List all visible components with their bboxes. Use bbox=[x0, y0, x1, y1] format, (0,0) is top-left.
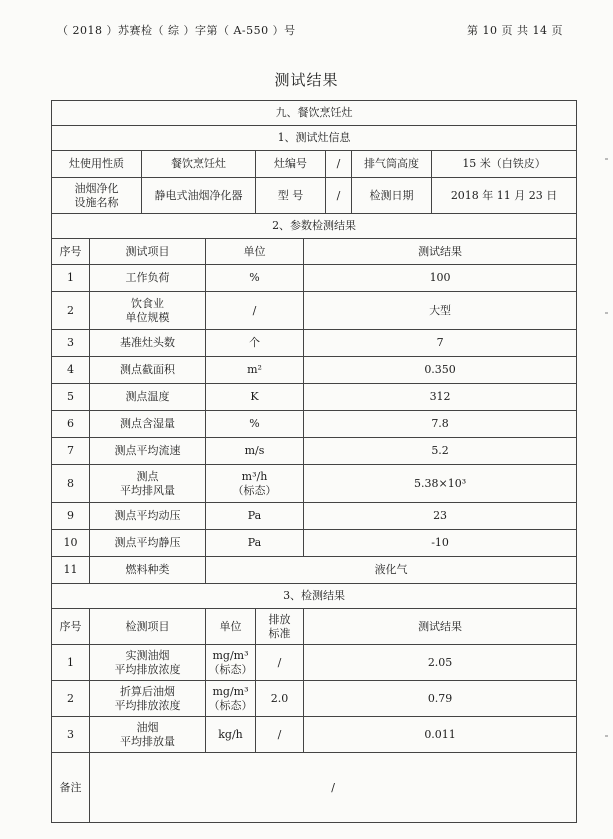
table-row bbox=[52, 438, 577, 465]
cell-result: 大型 bbox=[304, 292, 577, 330]
col-header-item: 测试项目 bbox=[90, 239, 206, 265]
emissions-header-row bbox=[52, 609, 577, 645]
cell-seq: 7 bbox=[52, 438, 90, 465]
cell-result: 液化气 bbox=[206, 557, 577, 584]
cell-seq: 3 bbox=[52, 717, 90, 753]
table-row bbox=[52, 645, 577, 681]
cell-unit: m/s bbox=[206, 438, 304, 465]
table-row bbox=[52, 717, 577, 753]
col-header-standard: 排放 标准 bbox=[256, 609, 304, 645]
section-heading-params: 2、参数检测结果 bbox=[52, 214, 577, 239]
page-title: 测试结果 bbox=[274, 71, 339, 89]
cell-unit: mg/m³ （标态） bbox=[206, 681, 256, 717]
cell-result: 5.2 bbox=[304, 438, 577, 465]
cell-unit: Pa bbox=[206, 530, 304, 557]
label-stove-nature: 灶使用性质 bbox=[52, 151, 142, 178]
remarks-row bbox=[52, 753, 577, 823]
cell-seq: 11 bbox=[52, 557, 90, 584]
cell-seq: 6 bbox=[52, 411, 90, 438]
cell-item: 测点平均流速 bbox=[90, 438, 206, 465]
cell-item: 折算后油烟 平均排放浓度 bbox=[90, 681, 206, 717]
label-purifier-name: 油烟净化 设施名称 bbox=[52, 178, 142, 214]
stove-info-row-1 bbox=[52, 151, 577, 178]
value-stove-nature: 餐饮烹饪灶 bbox=[142, 151, 256, 178]
stove-info-row-2 bbox=[52, 178, 577, 214]
params-header-row bbox=[52, 239, 577, 265]
col-header-result: 测试结果 bbox=[304, 609, 577, 645]
section-heading-stove-info: 1、测试灶信息 bbox=[52, 126, 577, 151]
col-header-unit: 单位 bbox=[206, 239, 304, 265]
table-row bbox=[52, 681, 577, 717]
cell-result: 23 bbox=[304, 503, 577, 530]
results-table bbox=[51, 100, 577, 823]
cell-standard: 2.0 bbox=[256, 681, 304, 717]
section-heading-emissions: 3、检测结果 bbox=[52, 584, 577, 609]
cell-result: 0.350 bbox=[304, 357, 577, 384]
cell-seq: 1 bbox=[52, 645, 90, 681]
scan-mark bbox=[605, 735, 608, 737]
cell-unit: mg/m³ （标态） bbox=[206, 645, 256, 681]
value-stack-height: 15 米（白铁皮） bbox=[432, 151, 577, 178]
cell-unit: % bbox=[206, 265, 304, 292]
col-header-unit: 单位 bbox=[206, 609, 256, 645]
cell-item: 测点温度 bbox=[90, 384, 206, 411]
table-row bbox=[52, 357, 577, 384]
label-test-date: 检测日期 bbox=[352, 178, 432, 214]
table-row bbox=[52, 292, 577, 330]
cell-unit: % bbox=[206, 411, 304, 438]
cell-item: 测点截面积 bbox=[90, 357, 206, 384]
cell-standard: / bbox=[256, 717, 304, 753]
cell-seq: 1 bbox=[52, 265, 90, 292]
cell-unit: m² bbox=[206, 357, 304, 384]
cell-result: 2.05 bbox=[304, 645, 577, 681]
report-number: （ 2018 ）苏赛检（ 综 ）字第（ A-550 ）号 bbox=[57, 24, 296, 37]
cell-unit: m³/h （标态） bbox=[206, 465, 304, 503]
cell-seq: 3 bbox=[52, 330, 90, 357]
cell-seq: 5 bbox=[52, 384, 90, 411]
cell-seq: 8 bbox=[52, 465, 90, 503]
cell-seq: 4 bbox=[52, 357, 90, 384]
col-header-item: 检测项目 bbox=[90, 609, 206, 645]
cell-result: 0.011 bbox=[304, 717, 577, 753]
table-row bbox=[52, 384, 577, 411]
page-info: 第 10 页 共 14 页 bbox=[467, 24, 563, 37]
table-row bbox=[52, 265, 577, 292]
cell-item: 测点平均动压 bbox=[90, 503, 206, 530]
value-model: / bbox=[326, 178, 352, 214]
cell-unit: 个 bbox=[206, 330, 304, 357]
cell-result: 7 bbox=[304, 330, 577, 357]
cell-seq: 2 bbox=[52, 681, 90, 717]
cell-unit: kg/h bbox=[206, 717, 256, 753]
cell-result: 7.8 bbox=[304, 411, 577, 438]
label-stove-number: 灶编号 bbox=[256, 151, 326, 178]
remarks-label: 备注 bbox=[52, 753, 90, 823]
section-heading-9: 九、餐饮烹饪灶 bbox=[52, 101, 577, 126]
col-header-seq: 序号 bbox=[52, 239, 90, 265]
cell-item: 实测油烟 平均排放浓度 bbox=[90, 645, 206, 681]
value-test-date: 2018 年 11 月 23 日 bbox=[432, 178, 577, 214]
cell-seq: 9 bbox=[52, 503, 90, 530]
cell-unit: Pa bbox=[206, 503, 304, 530]
cell-unit: K bbox=[206, 384, 304, 411]
label-model: 型 号 bbox=[256, 178, 326, 214]
cell-item: 燃料种类 bbox=[90, 557, 206, 584]
table-row bbox=[52, 503, 577, 530]
cell-seq: 10 bbox=[52, 530, 90, 557]
table-row bbox=[52, 330, 577, 357]
cell-result: 0.79 bbox=[304, 681, 577, 717]
table-row bbox=[52, 465, 577, 503]
value-purifier-name: 静电式油烟净化器 bbox=[142, 178, 256, 214]
table-row-fuel bbox=[52, 557, 577, 584]
cell-result: 312 bbox=[304, 384, 577, 411]
cell-result: 100 bbox=[304, 265, 577, 292]
cell-item: 测点平均静压 bbox=[90, 530, 206, 557]
scan-mark bbox=[605, 312, 608, 314]
table-row bbox=[52, 530, 577, 557]
col-header-result: 测试结果 bbox=[304, 239, 577, 265]
cell-seq: 2 bbox=[52, 292, 90, 330]
cell-item: 测点含湿量 bbox=[90, 411, 206, 438]
col-header-seq: 序号 bbox=[52, 609, 90, 645]
cell-result: 5.38×10³ bbox=[304, 465, 577, 503]
cell-unit: / bbox=[206, 292, 304, 330]
cell-item: 饮食业 单位规模 bbox=[90, 292, 206, 330]
remarks-value: / bbox=[90, 753, 577, 823]
cell-item: 工作负荷 bbox=[90, 265, 206, 292]
scan-mark bbox=[605, 158, 608, 160]
label-stack-height: 排气筒高度 bbox=[352, 151, 432, 178]
value-stove-number: / bbox=[326, 151, 352, 178]
cell-result: -10 bbox=[304, 530, 577, 557]
cell-item: 基准灶头数 bbox=[90, 330, 206, 357]
table-row bbox=[52, 411, 577, 438]
cell-standard: / bbox=[256, 645, 304, 681]
cell-item: 测点 平均排风量 bbox=[90, 465, 206, 503]
cell-item: 油烟 平均排放量 bbox=[90, 717, 206, 753]
